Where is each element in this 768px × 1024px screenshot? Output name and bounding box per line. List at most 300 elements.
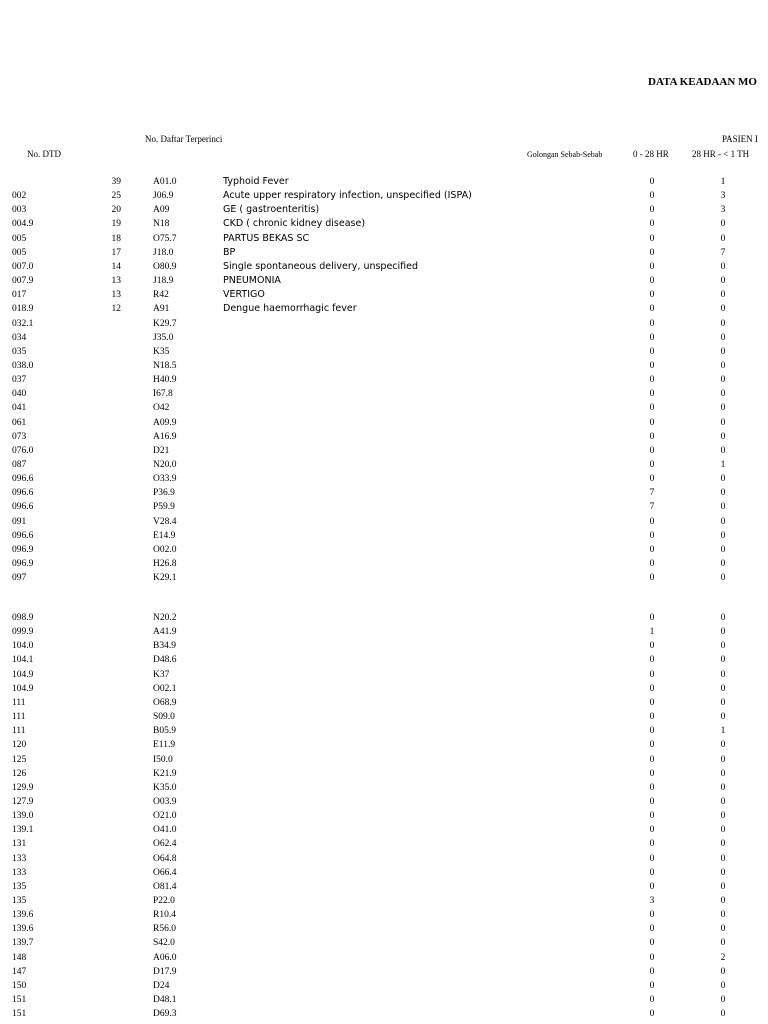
count-0-28hr: 0	[649, 1009, 655, 1020]
rank-number: 13	[111, 290, 121, 301]
table-row	[0, 653, 768, 667]
count-28hr-1th: 0	[720, 697, 726, 708]
count-28hr-1th: 7	[720, 247, 726, 258]
count-28hr-1th: 0	[720, 360, 726, 371]
table-row	[0, 260, 768, 274]
count-28hr-1th: 0	[720, 559, 726, 570]
dtd-number: 135	[12, 896, 27, 906]
count-0-28hr: 0	[649, 952, 655, 963]
count-28hr-1th: 0	[720, 290, 726, 301]
icd-code: I50.0	[153, 754, 173, 765]
count-0-28hr: 0	[649, 740, 655, 751]
count-0-28hr: 3	[649, 896, 655, 906]
icd-code: K29.7	[153, 318, 177, 329]
table-row	[0, 317, 768, 331]
icd-code: D48.1	[153, 995, 177, 1006]
count-28hr-1th: 0	[720, 346, 726, 357]
table-row	[0, 894, 768, 908]
icd-code: O68.9	[153, 697, 177, 708]
icd-code: O41.0	[153, 825, 177, 836]
dtd-number: 096.9	[12, 544, 34, 555]
dtd-number: 135	[12, 881, 27, 892]
dtd-number: 096.9	[12, 559, 34, 570]
page-title: DATA KEADAAN MO	[648, 76, 757, 88]
icd-code: I67.8	[153, 389, 173, 400]
icd-code: J18.9	[153, 276, 174, 287]
count-28hr-1th: 0	[720, 740, 726, 751]
count-0-28hr: 7	[649, 502, 655, 513]
count-28hr-1th: 0	[720, 613, 726, 623]
table-row	[0, 232, 768, 246]
icd-code: O33.9	[153, 474, 177, 485]
count-28hr-1th: 0	[720, 853, 726, 864]
table-row	[0, 922, 768, 936]
count-28hr-1th: 3	[720, 191, 726, 202]
icd-code: K35	[153, 346, 170, 357]
icd-code: D69.3	[153, 1009, 177, 1020]
dtd-number: 104.1	[12, 655, 34, 666]
table-row	[0, 682, 768, 696]
count-0-28hr: 0	[649, 924, 655, 935]
dtd-number: 133	[12, 853, 27, 864]
table-row	[0, 571, 768, 585]
icd-code: H26.8	[153, 559, 177, 570]
table-row	[0, 625, 768, 639]
icd-code: R56.0	[153, 924, 176, 935]
icd-code: K35.0	[153, 782, 177, 793]
table-row	[0, 288, 768, 302]
count-28hr-1th: 0	[720, 980, 726, 991]
count-0-28hr: 0	[649, 573, 655, 584]
count-28hr-1th: 0	[720, 417, 726, 428]
count-0-28hr: 0	[649, 811, 655, 822]
count-0-28hr: 0	[649, 332, 655, 343]
icd-code: O80.9	[153, 261, 177, 272]
count-0-28hr: 0	[649, 276, 655, 287]
count-28hr-1th: 0	[720, 896, 726, 906]
count-0-28hr: 0	[649, 839, 655, 850]
dtd-number: 096.6	[12, 502, 34, 513]
count-0-28hr: 0	[649, 754, 655, 765]
dtd-number: 076.0	[12, 445, 34, 456]
rank-number: 39	[111, 177, 121, 187]
count-0-28hr: 0	[649, 205, 655, 216]
rank-number: 17	[111, 247, 121, 258]
diagnosis-name: PARTUS BEKAS SC	[223, 232, 310, 244]
dtd-number: 005	[12, 247, 27, 258]
count-28hr-1th: 0	[720, 502, 726, 513]
header-no-dtd: No. DTD	[27, 149, 61, 159]
icd-code: A01.0	[153, 177, 177, 187]
dtd-number: 151	[12, 1009, 27, 1020]
count-0-28hr: 0	[649, 910, 655, 921]
count-0-28hr: 0	[649, 655, 655, 666]
icd-code: N18.5	[153, 360, 177, 371]
table-row	[0, 993, 768, 1007]
count-28hr-1th: 0	[720, 431, 726, 442]
dtd-number: 127.9	[12, 796, 34, 807]
count-0-28hr: 0	[649, 191, 655, 202]
header-pasien: PASIEN I	[722, 134, 758, 144]
dtd-number: 111	[12, 697, 26, 708]
table-row	[0, 1007, 768, 1021]
icd-code: A16.9	[153, 431, 177, 442]
diagnosis-name: Acute upper respiratory infection, unspecified (ISPA)	[223, 190, 472, 202]
icd-code: N18	[153, 219, 170, 230]
count-28hr-1th: 0	[720, 233, 726, 244]
icd-code: D17.9	[153, 966, 177, 977]
table-row	[0, 387, 768, 401]
count-28hr-1th: 2	[720, 952, 726, 963]
count-28hr-1th: 3	[720, 205, 726, 216]
count-0-28hr: 0	[649, 177, 655, 187]
dtd-number: 150	[12, 980, 27, 991]
dtd-number: 129.9	[12, 782, 34, 793]
count-0-28hr: 0	[649, 613, 655, 623]
table-row	[0, 724, 768, 738]
dtd-number: 003	[12, 205, 27, 216]
count-28hr-1th: 0	[720, 276, 726, 287]
count-0-28hr: 1	[649, 627, 655, 638]
dtd-number: 041	[12, 403, 27, 414]
dtd-number: 032.1	[12, 318, 34, 329]
table-row	[0, 274, 768, 288]
table-row	[0, 880, 768, 894]
dtd-number: 104.9	[12, 683, 34, 694]
dtd-number: 038.0	[12, 360, 34, 371]
dtd-number: 131	[12, 839, 27, 850]
icd-code: K29.1	[153, 573, 177, 584]
count-28hr-1th: 0	[720, 655, 726, 666]
icd-code: O66.4	[153, 867, 177, 878]
count-28hr-1th: 0	[720, 995, 726, 1006]
count-28hr-1th: 0	[720, 825, 726, 836]
count-28hr-1th: 0	[720, 966, 726, 977]
icd-code: O42	[153, 403, 170, 414]
count-0-28hr: 0	[649, 445, 655, 456]
count-28hr-1th: 0	[720, 768, 726, 779]
table-row	[0, 936, 768, 950]
count-28hr-1th: 0	[720, 544, 726, 555]
count-0-28hr: 0	[649, 938, 655, 949]
count-0-28hr: 0	[649, 403, 655, 414]
count-0-28hr: 0	[649, 375, 655, 386]
table-row	[0, 500, 768, 514]
count-28hr-1th: 0	[720, 488, 726, 499]
diagnosis-name: Typhoid Fever	[223, 176, 289, 187]
count-28hr-1th: 0	[720, 910, 726, 921]
count-28hr-1th: 1	[720, 177, 726, 187]
table-row	[0, 217, 768, 231]
count-28hr-1th: 0	[720, 318, 726, 329]
dtd-number: 139.1	[12, 825, 34, 836]
count-0-28hr: 0	[649, 966, 655, 977]
count-28hr-1th: 0	[720, 796, 726, 807]
icd-code: A41.9	[153, 627, 177, 638]
dtd-number: 147	[12, 966, 27, 977]
icd-code: H40.9	[153, 375, 177, 386]
header-golongan-sebab: Golongan Sebab-Sebab	[527, 150, 603, 159]
count-28hr-1th: 0	[720, 516, 726, 527]
count-28hr-1th: 0	[720, 403, 726, 414]
icd-code: D21	[153, 445, 170, 456]
diagnosis-name: CKD ( chronic kidney disease)	[223, 218, 366, 230]
count-0-28hr: 0	[649, 417, 655, 428]
table-row	[0, 823, 768, 837]
count-0-28hr: 0	[649, 474, 655, 485]
count-0-28hr: 0	[649, 219, 655, 230]
count-0-28hr: 0	[649, 544, 655, 555]
dtd-number: 104.9	[12, 669, 34, 680]
count-0-28hr: 0	[649, 261, 655, 272]
icd-code: B34.9	[153, 641, 176, 652]
dtd-number: 035	[12, 346, 27, 357]
icd-code: O81.4	[153, 881, 177, 892]
count-0-28hr: 0	[649, 318, 655, 329]
dtd-number: 087	[12, 460, 27, 470]
icd-code: O75.7	[153, 233, 177, 244]
count-0-28hr: 0	[649, 304, 655, 315]
count-28hr-1th: 0	[720, 683, 726, 694]
diagnosis-name: VERTIGO	[223, 289, 265, 301]
table-row	[0, 175, 768, 189]
table-row	[0, 611, 768, 625]
count-28hr-1th: 0	[720, 782, 726, 793]
dtd-number: 125	[12, 754, 27, 765]
diagnosis-name: BP	[223, 246, 236, 258]
count-28hr-1th: 0	[720, 219, 726, 230]
count-0-28hr: 0	[649, 726, 655, 737]
dtd-number: 073	[12, 431, 27, 442]
count-28hr-1th: 0	[720, 839, 726, 850]
count-28hr-1th: 0	[720, 867, 726, 878]
dtd-number: 120	[12, 740, 27, 751]
icd-code: P22.0	[153, 896, 175, 906]
dtd-number: 061	[12, 417, 27, 428]
count-0-28hr: 0	[649, 460, 655, 470]
icd-code: A06.0	[153, 952, 177, 963]
diagnosis-name: GE ( gastroenteritis)	[223, 204, 320, 216]
dtd-number: 007.0	[12, 261, 34, 272]
rank-number: 13	[111, 276, 121, 287]
icd-code: E11.9	[153, 740, 176, 751]
table-row	[0, 430, 768, 444]
icd-code: J06.9	[153, 191, 174, 202]
dtd-number: 096.6	[12, 530, 34, 541]
dtd-number: 139.6	[12, 910, 34, 921]
table-row	[0, 472, 768, 486]
icd-code: O02.1	[153, 683, 177, 694]
icd-code: K21.9	[153, 768, 177, 779]
count-28hr-1th: 0	[720, 881, 726, 892]
table-row	[0, 529, 768, 543]
table-row	[0, 852, 768, 866]
count-28hr-1th: 1	[720, 726, 726, 737]
table-row	[0, 639, 768, 653]
count-28hr-1th: 0	[720, 573, 726, 584]
dtd-number: 139.0	[12, 811, 34, 822]
dtd-number: 004.9	[12, 219, 34, 230]
count-0-28hr: 0	[649, 980, 655, 991]
table-row	[0, 979, 768, 993]
dtd-number: 139.7	[12, 938, 34, 949]
count-0-28hr: 0	[649, 247, 655, 258]
dtd-number: 096.6	[12, 474, 34, 485]
icd-code: P59.9	[153, 502, 175, 513]
dtd-number: 104.0	[12, 641, 34, 652]
table-row	[0, 345, 768, 359]
count-0-28hr: 0	[649, 853, 655, 864]
count-28hr-1th: 0	[720, 669, 726, 680]
dtd-number: 151	[12, 995, 27, 1006]
count-0-28hr: 0	[649, 290, 655, 301]
count-0-28hr: 0	[649, 431, 655, 442]
icd-code: O21.0	[153, 811, 177, 822]
dtd-number: 018.9	[12, 304, 34, 315]
count-28hr-1th: 0	[720, 445, 726, 456]
count-0-28hr: 0	[649, 559, 655, 570]
dtd-number: 133	[12, 867, 27, 878]
count-0-28hr: 0	[649, 360, 655, 371]
dtd-number: 139.6	[12, 924, 34, 935]
count-0-28hr: 0	[649, 389, 655, 400]
icd-code: O62.4	[153, 839, 177, 850]
table-row	[0, 359, 768, 373]
table-row	[0, 416, 768, 430]
table-row	[0, 557, 768, 571]
count-0-28hr: 7	[649, 488, 655, 499]
header-age-28hr-1th: 28 HR - < 1 TH	[692, 149, 750, 159]
icd-code: N20.0	[153, 460, 177, 470]
count-28hr-1th: 0	[720, 304, 726, 315]
icd-code: V28.4	[153, 516, 177, 527]
count-28hr-1th: 0	[720, 811, 726, 822]
count-0-28hr: 0	[649, 641, 655, 652]
table-row	[0, 696, 768, 710]
count-0-28hr: 0	[649, 712, 655, 723]
icd-code: O64.8	[153, 853, 177, 864]
table-row	[0, 543, 768, 557]
count-28hr-1th: 0	[720, 530, 726, 541]
dtd-number: 091	[12, 516, 27, 527]
count-0-28hr: 0	[649, 768, 655, 779]
table-row	[0, 444, 768, 458]
count-28hr-1th: 0	[720, 938, 726, 949]
icd-code: N20.2	[153, 613, 177, 623]
rank-number: 18	[111, 233, 121, 244]
dtd-number: 148	[12, 952, 27, 963]
table-row	[0, 837, 768, 851]
icd-code: P36.9	[153, 488, 175, 499]
rank-number: 12	[111, 304, 121, 315]
table-row	[0, 753, 768, 767]
dtd-number: 034	[12, 332, 27, 343]
table-row	[0, 189, 768, 203]
table-row	[0, 486, 768, 500]
table-row	[0, 781, 768, 795]
table-row	[0, 738, 768, 752]
rank-number: 25	[111, 191, 121, 202]
icd-code: E14.9	[153, 530, 176, 541]
dtd-number: 040	[12, 389, 27, 400]
table-row	[0, 458, 768, 472]
icd-code: S09.0	[153, 712, 175, 723]
header-age-0-28hr: 0 - 28 HR	[633, 149, 669, 159]
table-row	[0, 795, 768, 809]
table-row	[0, 246, 768, 260]
count-28hr-1th: 0	[720, 1009, 726, 1020]
count-0-28hr: 0	[649, 697, 655, 708]
count-0-28hr: 0	[649, 796, 655, 807]
table-row	[0, 908, 768, 922]
table-row	[0, 331, 768, 345]
count-0-28hr: 0	[649, 867, 655, 878]
dtd-number: 111	[12, 712, 26, 723]
count-28hr-1th: 0	[720, 627, 726, 638]
icd-code: S42.0	[153, 938, 175, 949]
count-28hr-1th: 0	[720, 389, 726, 400]
icd-code: R42	[153, 290, 169, 301]
dtd-number: 037	[12, 375, 27, 386]
diagnosis-name: Single spontaneous delivery, unspecified	[223, 260, 419, 272]
count-0-28hr: 0	[649, 346, 655, 357]
count-0-28hr: 0	[649, 233, 655, 244]
dtd-number: 097	[12, 573, 27, 584]
icd-code: A91	[153, 304, 170, 315]
rank-number: 19	[111, 219, 121, 230]
icd-code: A09	[153, 205, 170, 216]
diagnosis-name: Dengue haemorrhagic fever	[223, 303, 357, 315]
count-0-28hr: 0	[649, 669, 655, 680]
count-28hr-1th: 0	[720, 712, 726, 723]
icd-code: D48.6	[153, 655, 177, 666]
icd-code: A09.9	[153, 417, 177, 428]
icd-code: R10.4	[153, 910, 176, 921]
dtd-number: 098.9	[12, 613, 34, 623]
rank-number: 14	[111, 261, 121, 272]
icd-code: D24	[153, 980, 170, 991]
dtd-number: 017	[12, 290, 27, 301]
rank-number: 20	[111, 205, 121, 216]
dtd-number: 099.9	[12, 627, 34, 638]
icd-code: O02.0	[153, 544, 177, 555]
dtd-number: 096.6	[12, 488, 34, 499]
table-row	[0, 668, 768, 682]
count-0-28hr: 0	[649, 995, 655, 1006]
table-row	[0, 809, 768, 823]
count-28hr-1th: 1	[720, 460, 726, 470]
table-row	[0, 965, 768, 979]
table-row	[0, 203, 768, 217]
dtd-number: 126	[12, 768, 27, 779]
table-row	[0, 515, 768, 529]
table-row	[0, 866, 768, 880]
table-row	[0, 373, 768, 387]
table-row	[0, 951, 768, 965]
count-0-28hr: 0	[649, 825, 655, 836]
header-no-daftar-terperinci: No. Daftar Terperinci	[145, 134, 223, 144]
dtd-number: 111	[12, 726, 26, 737]
count-0-28hr: 0	[649, 530, 655, 541]
dtd-number: 007.9	[12, 276, 34, 287]
count-0-28hr: 0	[649, 683, 655, 694]
table-row	[0, 710, 768, 724]
icd-code: K37	[153, 669, 170, 680]
dtd-number: 005	[12, 233, 27, 244]
count-28hr-1th: 0	[720, 924, 726, 935]
icd-code: J35.0	[153, 332, 174, 343]
count-0-28hr: 0	[649, 881, 655, 892]
